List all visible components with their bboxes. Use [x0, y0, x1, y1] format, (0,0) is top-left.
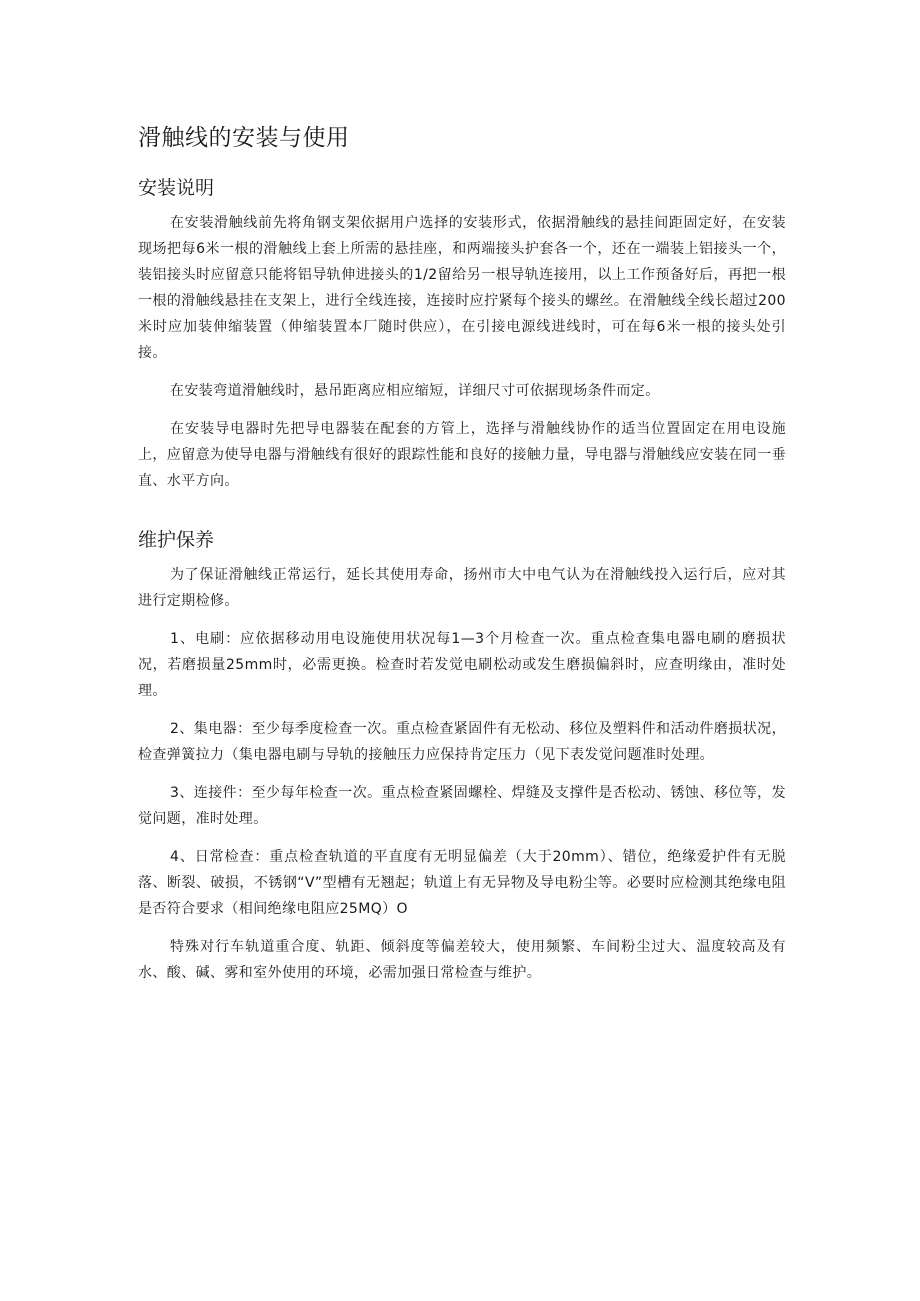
paragraph: 2、集电器：至少每季度检查一次。重点检查紧固件有无松动、移位及塑料件和活动件磨损状况，检查弹簧拉力（集电器电刷与导轨的接触压力应保持肯定压力（见下表发觉问题准时处理。	[138, 721, 786, 763]
paragraph: 3、连接件：至少每年检查一次。重点检查紧固螺栓、焊缝及支撑件是否松动、锈蚀、移位等，发觉问题，准时处理。	[138, 785, 786, 827]
section-heading: 安装说明	[138, 177, 215, 199]
paragraph: 特殊对行车轨道重合度、轨距、倾斜度等偏差较大，使用频繁、车间粉尘过大、温度较高及有水、酸、碱、雾和室外使用的环境，必需加强日常检查与维护。	[138, 939, 786, 981]
paragraph: 在安装滑触线前先将角钢支架依据用户选择的安装形式，依据滑触线的悬挂间距固定好，在安装现场把每6米一根的滑触线上套上所需的悬挂座，和两端接头护套各一个，还在一端装上铝接头一个，装铝接头时应留意只能将铝导轨伸进接头的1/2留给另一根导轨连接用，以上工作预备好后，再把一根一根的滑触线悬挂在支架上，进行全线连接，连接时应拧紧每个接头的螺丝。在滑触线全线长超过200米时应加装伸缩装置（伸缩装置本厂随时供应），在引接电源线进线时，可在每6米一根的接头处引接。	[138, 215, 786, 361]
paragraph: 4、日常检查：重点检查轨道的平直度有无明显偏差（大于20mm）、错位，绝缘爱护件有无脱落、断裂、破损，不锈钢“V”型槽有无翘起；轨道上有无异物及导电粉尘等。必要时应检测其绝缘电阻是否符合要求（相间绝缘电阻应25MQ）O	[138, 849, 786, 917]
document-body	[138, 118, 786, 998]
paragraph: 在安装导电器时先把导电器装在配套的方管上，选择与滑触线协作的适当位置固定在用电设施上，应留意为使导电器与滑触线有很好的跟踪性能和良好的接触力量，导电器与滑触线应安装在同一垂直、水平方向。	[138, 421, 786, 489]
paragraph: 在安装弯道滑触线时，悬吊距离应相应缩短，详细尺寸可依据现场条件而定。	[170, 383, 660, 399]
section-heading: 维护保养	[138, 529, 215, 551]
document-title: 滑触线的安装与使用	[138, 125, 350, 151]
paragraph: 1、电刷：应依据移动用电设施使用状况每1—3个月检查一次。重点检查集电器电刷的磨损状况，若磨损量25mm时，必需更换。检查时若发觉电刷松动或发生磨损偏斜时，应查明缘由，准时处理。	[138, 631, 786, 699]
section-installation	[138, 172, 786, 494]
paragraph: 为了保证滑触线正常运行，延长其使用寿命，扬州市大中电气认为在滑触线投入运行后，应对其进行定期检修。	[138, 567, 786, 609]
section-maintenance	[138, 524, 786, 986]
